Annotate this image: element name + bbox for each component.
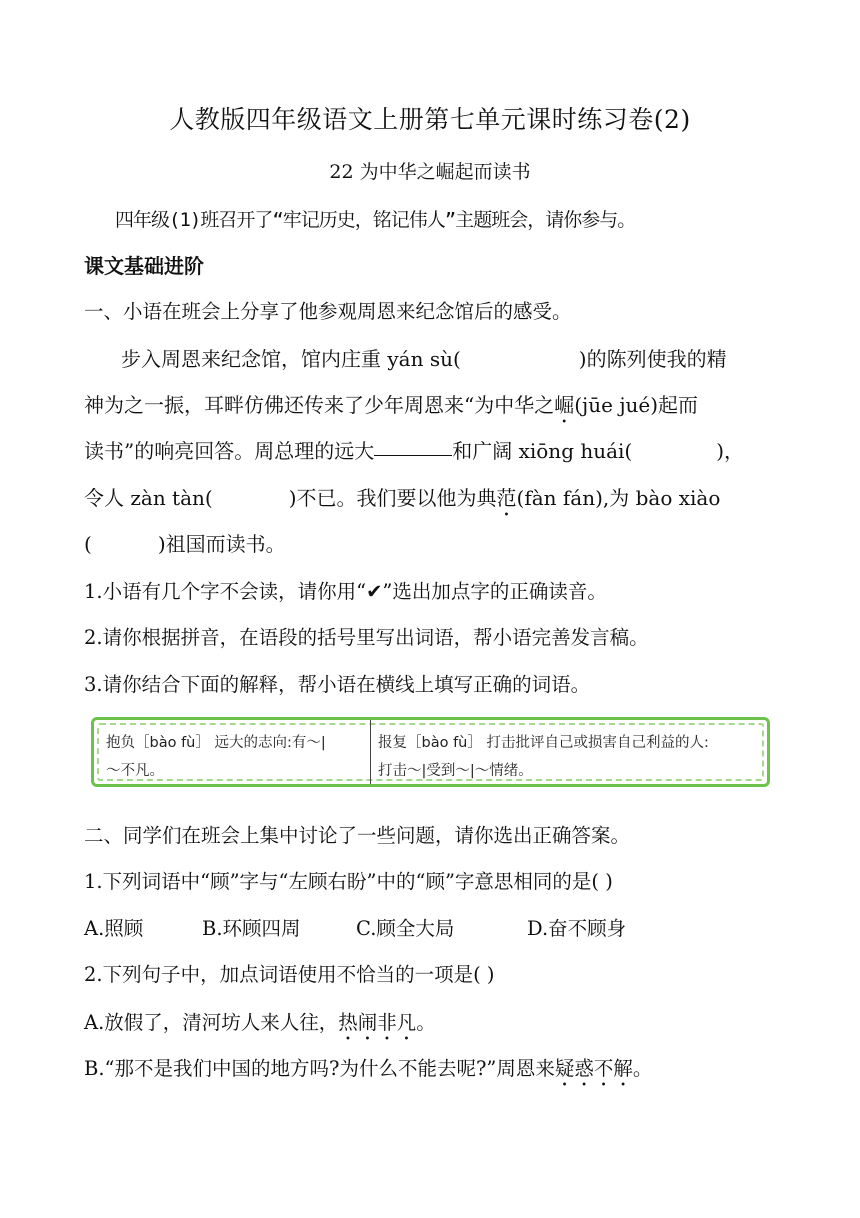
dotted-phrase: 热闹非凡 <box>338 1011 417 1034</box>
sentence-text: A.放假了，清河坊人来人往， <box>84 1011 339 1034</box>
sentence-text: 。 <box>632 1057 653 1080</box>
passage-text: 神为之一振，耳畔仿佛还传来了少年周恩来“为中华之 <box>84 393 555 417</box>
option-a[interactable]: A.照顾 <box>84 917 144 940</box>
definition-left <box>106 729 326 785</box>
part1-heading: 一、小语在班会上分享了他参观周恩来纪念馆后的感受。 <box>84 300 572 323</box>
passage-text: )的陈列使我的精 <box>578 347 727 371</box>
passage-line-3 <box>84 435 744 464</box>
part2-heading: 二、同学们在班会上集中讨论了一些问题，请你选出正确答案。 <box>84 824 631 847</box>
question-2-2: 2.下列句子中，加点词语使用不恰当的一项是( ) <box>84 963 495 986</box>
dotted-character: 范 <box>496 486 517 510</box>
question-1-2: 2.请你根据拼音，在语段的括号里写出词语，帮小语完善发言稿。 <box>84 626 649 649</box>
definition-text: 报复［bào fù］ 打击批评自己或损害自己利益的人: <box>378 735 709 751</box>
intro-text: 四年级(1)班召开了“牢记历史，铭记伟人”主题班会，请你参与。 <box>115 209 636 231</box>
option-d[interactable]: D.奋不顾身 <box>527 917 627 940</box>
passage-line-1 <box>121 343 727 372</box>
lesson-title: 22 为中华之崛起而读书 <box>329 161 531 183</box>
option-c[interactable]: C.顾全大局 <box>356 917 455 940</box>
passage-text: )祖国而读书。 <box>157 532 286 556</box>
definition-text: 抱负［bào fù］ 远大的志向:有～| <box>106 735 326 751</box>
definition-box <box>91 717 770 787</box>
definition-right <box>378 729 709 785</box>
sentence-text: 。 <box>416 1011 436 1034</box>
passage-line-4 <box>84 482 720 521</box>
option-b[interactable]: B.环顾四周 <box>202 917 301 940</box>
definition-text: ～不凡。 <box>106 763 164 779</box>
definition-divider <box>370 720 371 784</box>
passage-line-2 <box>84 389 698 428</box>
question-1-1: 1.小语有几个字不会读，请你用“✔”选出加点字的正确读音。 <box>84 580 607 603</box>
passage-text: 步入周恩来纪念馆，馆内庄重 yán sù( <box>121 347 461 371</box>
passage-text: (fàn fán),为 bào xiào <box>516 486 721 510</box>
option-a-sentence[interactable] <box>84 1007 436 1045</box>
question-2-1-options <box>84 913 626 941</box>
passage-text: )不已。我们要以他为典 <box>288 486 497 510</box>
passage-line-5 <box>84 528 286 557</box>
question-2-1: 1.下列词语中“顾”字与“左顾右盼”中的“顾”字意思相同的是( ) <box>84 870 613 893</box>
passage-text: )， <box>716 439 745 463</box>
section-heading: 课文基础进阶 <box>84 254 204 278</box>
definition-text: 打击～|受到～|～情绪。 <box>378 763 533 779</box>
sentence-text: B.“那不是我们中国的地方吗?为什么不能去呢?”周恩来 <box>84 1057 555 1080</box>
passage-text: 和广阔 xiōng huái( <box>452 439 633 463</box>
passage-text: ( <box>84 532 92 556</box>
pinyin-options: (jūe jué)起而 <box>574 393 699 417</box>
option-b-sentence[interactable] <box>84 1053 652 1091</box>
fill-in-blank-line[interactable] <box>374 454 452 456</box>
dotted-phrase: 疑惑不解 <box>554 1057 633 1080</box>
question-1-3: 3.请你结合下面的解释，帮小语在横线上填写正确的词语。 <box>84 673 591 696</box>
passage-text: 读书”的响亮回答。周总理的远大 <box>84 439 375 463</box>
passage-text: 令人 zàn tàn( <box>84 486 213 510</box>
dotted-character: 崛 <box>554 393 575 417</box>
page-title: 人教版四年级语文上册第七单元课时练习卷(2) <box>169 105 691 134</box>
